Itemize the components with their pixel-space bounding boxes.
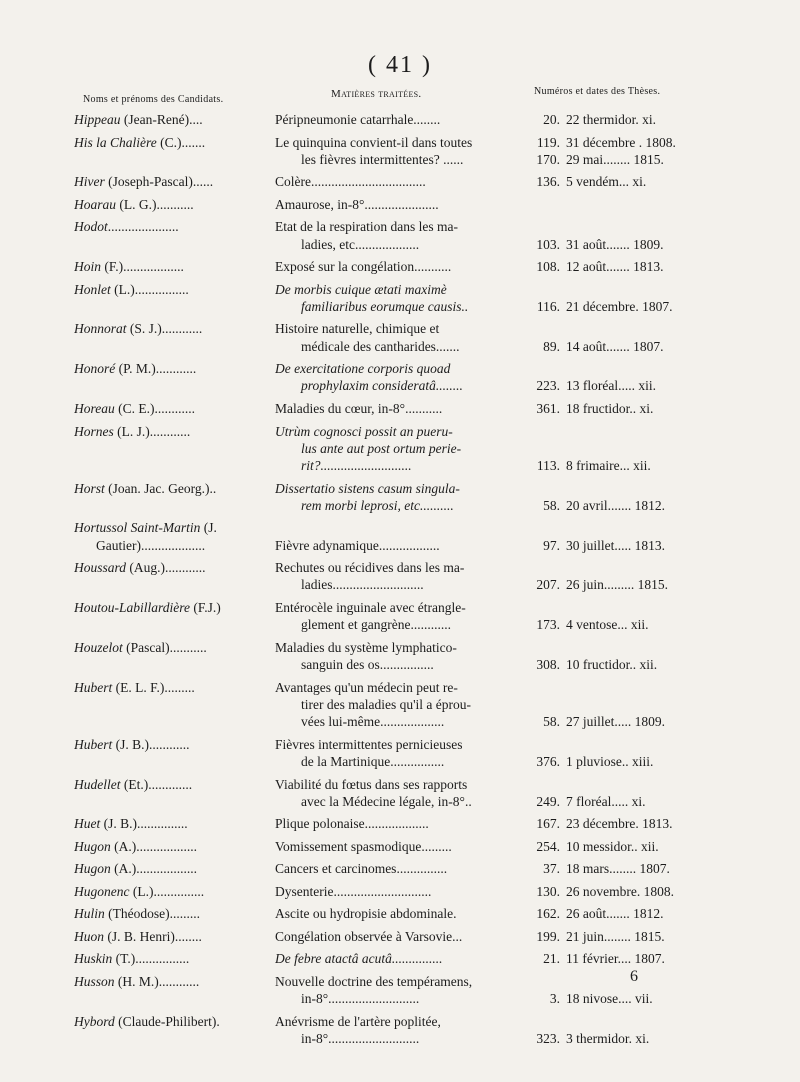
thesis-date: 22 thermidor. xi. [566, 112, 656, 127]
subject-line: rem morbi leprosi, etc.......... [301, 497, 454, 513]
subject-line: Cancers et carcinomes............... [275, 861, 448, 877]
entry-row [0, 360, 800, 395]
candidate-given-name: (S. J.)............ [126, 321, 203, 337]
candidate-surname: Horst [74, 480, 105, 496]
thesis-subject [275, 111, 523, 128]
subject-line: Péripneumonie catarrhale........ [275, 112, 441, 127]
subject-line: De febre atactâ acutâ............... [275, 951, 443, 967]
subject-line: in-8°........................... [301, 1030, 420, 1046]
thesis-number: 116. [536, 298, 560, 314]
thesis-subject [275, 736, 523, 771]
candidate-surname: Hubert [74, 679, 113, 695]
candidate-surname: Honlet [74, 281, 111, 297]
thesis-date: 30 juillet..... 1813. [566, 537, 665, 553]
candidate-surname: Hubert [74, 736, 113, 752]
thesis-subject [275, 134, 523, 169]
thesis-subject [275, 639, 523, 674]
candidate-name [74, 480, 270, 497]
subject-line: Le quinquina convient-il dans toutes [275, 134, 473, 150]
subject-line: Utrùm cognosci possit an pueru- [275, 423, 453, 439]
subject-line: Etat de la respiration dans les ma- [275, 219, 458, 235]
thesis-date: 18 fructidor.. xi. [566, 401, 654, 416]
subject-line: Maladies du système lymphatico- [275, 639, 457, 655]
subject-line: Avantages qu'un médecin peut re- [275, 679, 458, 695]
thesis-number: 58. [543, 714, 560, 730]
entry-row [0, 860, 800, 877]
candidate-surname: Huet [74, 816, 101, 832]
thesis-number: 249. [536, 793, 560, 809]
subject-line: Fièvre adynamique.................. [275, 537, 440, 553]
thesis-date: 3 thermidor. xi. [566, 1030, 650, 1046]
candidate-surname: Hugon [74, 861, 111, 877]
candidate-surname: Huskin [74, 951, 113, 967]
candidate-surname: Hornes [74, 423, 114, 439]
candidate-name [74, 776, 270, 793]
thesis-number: 254. [536, 838, 560, 854]
thesis-date: 1 pluviose.. xiii. [566, 753, 654, 769]
entry-row [0, 111, 800, 128]
entry-row [0, 776, 800, 811]
thesis-number: 3. [549, 991, 560, 1007]
thesis-number: 223. [536, 378, 560, 394]
candidate-name [74, 639, 270, 656]
thesis-subject [275, 559, 523, 594]
thesis-number: 173. [536, 617, 560, 633]
thesis-subject [275, 928, 523, 945]
candidate-given-name: (Joseph-Pascal)...... [104, 174, 214, 190]
candidate-name [74, 883, 270, 900]
candidate-name [74, 519, 270, 554]
thesis-number: 37. [543, 861, 560, 877]
candidate-given-name: (J. B.)............ [112, 736, 190, 752]
thesis-date: 26 août....... 1812. [566, 906, 664, 922]
thesis-subject [275, 258, 523, 275]
subject-line: Dysenterie............................. [275, 883, 432, 899]
candidate-name [74, 134, 270, 151]
thesis-subject [275, 281, 523, 316]
thesis-date: 26 novembre. 1808. [566, 883, 674, 899]
thesis-subject [275, 679, 523, 731]
candidate-name [74, 360, 270, 377]
subject-line: Anévrisme de l'artère poplitée, [275, 1013, 441, 1029]
candidate-name [74, 218, 270, 235]
candidate-name [74, 1013, 270, 1030]
candidate-given-name: ..................... [107, 219, 179, 235]
thesis-subject [275, 860, 523, 877]
thesis-date: 12 août....... 1813. [566, 259, 664, 275]
thesis-number: 136. [536, 174, 560, 190]
thesis-date: 31 décembre . 1808. 29 mai........ 1815. [566, 134, 676, 167]
subject-line: ladies, etc................... [301, 236, 420, 252]
candidate-surname: Honoré [74, 361, 116, 377]
candidate-given-name: (J. B.)............... [100, 816, 188, 832]
candidate-given-name: (L.)................ [110, 281, 189, 297]
subject-line: sanguin des os................ [301, 657, 434, 673]
candidate-surname: Hippeau [74, 112, 121, 127]
candidate-surname: His la Chalière [74, 134, 157, 150]
candidate-surname: Hulin [74, 906, 105, 922]
candidate-given-name: (E. L. F.)......... [112, 679, 195, 695]
candidate-surname: Hoarau [74, 196, 117, 212]
thesis-date: 4 ventose... xii. [566, 617, 649, 633]
candidate-given-name: (H. M.)............ [114, 973, 200, 989]
candidate-given-name: (J. B. Henri)........ [104, 928, 202, 944]
subject-line: de la Martinique................ [301, 753, 445, 769]
entry-row [0, 736, 800, 771]
candidate-surname: Huon [74, 928, 104, 944]
candidate-surname: Hodot [74, 219, 108, 235]
entry-row [0, 928, 800, 945]
candidate-given-name: (Et.)............. [120, 776, 193, 792]
thesis-date: 7 floréal..... xi. [566, 793, 646, 809]
candidate-surname: Hugon [74, 838, 111, 854]
subject-line: tirer des maladies qu'il a éprou- [301, 696, 471, 712]
candidate-surname: Houtou-Labillardière [74, 600, 190, 615]
candidate-surname: Husson [74, 973, 115, 989]
subject-line: glement et gangrène............ [301, 617, 451, 633]
subject-line: ladies........................... [301, 577, 424, 593]
subject-line: rit?........................... [301, 458, 412, 474]
candidate-given-name: (P. M.)............ [115, 361, 197, 377]
thesis-subject [275, 480, 523, 515]
subject-line: in-8°........................... [301, 991, 420, 1007]
subject-line: avec la Médecine légale, in-8°.. [301, 793, 472, 809]
thesis-subject [275, 973, 523, 1008]
subject-line: prophylaxim consideratâ........ [301, 378, 463, 394]
entry-row [0, 950, 800, 967]
subject-line: Dissertatio sistens casum singula- [275, 480, 460, 496]
entry-row [0, 905, 800, 922]
candidate-name [74, 423, 270, 440]
candidate-given-name: (J. [200, 520, 217, 536]
candidate-name [74, 258, 270, 275]
entry-row [0, 134, 800, 169]
thesis-number: 108. [536, 259, 560, 275]
thesis-subject [275, 400, 523, 417]
candidate-name [74, 320, 270, 337]
thesis-date: 8 frimaire... xii. [566, 458, 651, 474]
thesis-number: 103. [536, 236, 560, 252]
candidate-surname: Hoin [74, 259, 101, 275]
subject-line: Congélation observée à Varsovie... [275, 928, 463, 944]
candidate-name [74, 736, 270, 753]
entry-row [0, 973, 800, 1008]
thesis-number: 21. [543, 951, 560, 967]
subject-line: Ascite ou hydropisie abdominale. [275, 906, 457, 922]
subject-line: Exposé sur la congélation........... [275, 259, 452, 275]
entry-row [0, 599, 800, 634]
subject-line: Plique polonaise................... [275, 816, 429, 832]
candidate-surname: Horeau [74, 401, 115, 416]
candidate-name [74, 400, 270, 417]
thesis-number: 97. [543, 537, 560, 553]
thesis-subject [275, 838, 523, 855]
signature-mark: 6 [630, 968, 638, 985]
page-number: ( 41 ) [368, 52, 432, 78]
thesis-subject [275, 173, 523, 190]
thesis-number: 207. [536, 577, 560, 593]
thesis-subject [275, 599, 523, 634]
entry-row [0, 679, 800, 731]
candidate-name [74, 838, 270, 855]
thesis-subject [275, 519, 523, 554]
thesis-subject [275, 905, 523, 922]
thesis-date: 26 juin......... 1815. [566, 577, 669, 593]
thesis-subject [275, 776, 523, 811]
candidate-surname: Hybord [74, 1013, 115, 1029]
candidate-name-continued: Gautier)................... [96, 537, 206, 553]
candidate-given-name: (T.)................ [112, 951, 190, 967]
candidate-given-name: (A.).................. [110, 861, 197, 877]
thesis-date: 21 décembre. 1807. [566, 298, 673, 314]
thesis-date: 5 vendém... xi. [566, 174, 647, 190]
thesis-date: 10 messidor.. xii. [566, 838, 659, 854]
column-header-subject: Matières traitées. [331, 88, 422, 100]
candidate-given-name: (L. G.)........... [116, 196, 194, 212]
candidate-surname: Houssard [74, 560, 127, 576]
candidate-name [74, 815, 270, 832]
candidate-surname: Honnorat [74, 321, 127, 337]
subject-line: Nouvelle doctrine des tempéramens, [275, 973, 473, 989]
candidate-surname: Houzelot [74, 639, 123, 655]
subject-line: De exercitatione corporis quoad [275, 361, 451, 377]
candidate-given-name: (L.)............... [129, 883, 205, 899]
candidate-given-name: (A.).................. [110, 838, 197, 854]
candidate-name [74, 950, 270, 967]
candidate-name [74, 905, 270, 922]
column-header-name: Noms et prénoms des Candidats. [83, 94, 224, 105]
thesis-subject [275, 1013, 523, 1048]
entry-row [0, 258, 800, 275]
thesis-subject [275, 950, 523, 967]
candidate-given-name: (F.J.) [190, 600, 221, 615]
subject-line: Amaurose, in-8°...................... [275, 196, 439, 212]
candidate-name [74, 111, 270, 128]
candidate-name [74, 928, 270, 945]
subject-line: Histoire naturelle, chimique et [275, 321, 440, 337]
entry-row [0, 173, 800, 190]
thesis-date: 14 août....... 1807. [566, 338, 664, 354]
subject-line: Rechutes ou récidives dans les ma- [275, 560, 465, 576]
candidate-name [74, 599, 270, 616]
subject-line: Maladies du cœur, in-8°........... [275, 401, 443, 416]
entry-row [0, 519, 800, 554]
candidate-name [74, 281, 270, 298]
candidate-name [74, 196, 270, 213]
subject-line: lus ante aut post ortum perie- [301, 440, 462, 456]
entry-row [0, 281, 800, 316]
thesis-date: 31 août....... 1809. [566, 236, 664, 252]
candidate-given-name: (F.).................. [101, 259, 184, 275]
thesis-number: 167. [536, 816, 560, 832]
thesis-number: 199. [536, 928, 560, 944]
thesis-date: 10 fructidor.. xii. [566, 657, 658, 673]
subject-line: Entérocèle inguinale avec étrangle- [275, 600, 466, 615]
candidate-name [74, 973, 270, 990]
candidate-surname: Hudellet [74, 776, 121, 792]
candidate-given-name: (L. J.)............ [113, 423, 191, 439]
subject-line: Vomissement spasmodique......... [275, 838, 452, 854]
thesis-date: 27 juillet..... 1809. [566, 714, 665, 730]
entry-row [0, 815, 800, 832]
candidate-given-name: (Claude-Philibert). [114, 1013, 220, 1029]
candidate-given-name: (Théodose)......... [104, 906, 200, 922]
entry-row [0, 883, 800, 900]
thesis-subject [275, 883, 523, 900]
subject-line: Viabilité du fœtus dans ses rapports [275, 776, 468, 792]
thesis-number: 89. [543, 338, 560, 354]
thesis-number: 119. 170. [536, 134, 560, 167]
candidate-surname: Hugonenc [74, 883, 130, 899]
candidate-surname: Hortussol Saint-Martin [74, 520, 201, 536]
thesis-number: 162. [536, 906, 560, 922]
thesis-number: 323. [536, 1030, 560, 1046]
subject-line [275, 519, 523, 536]
entry-row [0, 423, 800, 475]
subject-line: les fièvres intermittentes? ...... [301, 151, 464, 167]
thesis-number: 308. [536, 657, 560, 673]
candidate-name [74, 173, 270, 190]
subject-line: vées lui-même................... [301, 714, 445, 730]
entry-row [0, 559, 800, 594]
entry-row [0, 838, 800, 855]
entry-row [0, 1013, 800, 1048]
thesis-subject [275, 320, 523, 355]
candidate-given-name: (Aug.)............ [126, 560, 206, 576]
thesis-date: 18 mars........ 1807. [566, 861, 670, 877]
thesis-number: 20. [543, 112, 560, 127]
candidate-given-name: (C. E.)............ [114, 401, 195, 416]
entry-row [0, 196, 800, 213]
candidate-name [74, 860, 270, 877]
entry-row [0, 400, 800, 417]
thesis-date: 21 juin........ 1815. [566, 928, 665, 944]
thesis-number: 113. [536, 458, 560, 474]
entry-row [0, 480, 800, 515]
subject-line: Fièvres intermittentes pernicieuses [275, 736, 463, 752]
subject-line: De morbis cuique ætati maximè [275, 281, 447, 297]
thesis-subject [275, 218, 523, 253]
thesis-date: 18 nivose.... vii. [566, 991, 653, 1007]
subject-line: médicale des cantharides....... [301, 338, 460, 354]
thesis-number: 130. [536, 883, 560, 899]
thesis-number: 361. [536, 401, 560, 416]
candidate-name [74, 679, 270, 696]
thesis-date: 11 février.... 1807. [566, 951, 665, 967]
thesis-number: 58. [543, 497, 560, 513]
thesis-subject [275, 423, 523, 475]
column-header-theses: Numéros et dates des Thèses. [534, 86, 661, 97]
thesis-subject [275, 360, 523, 395]
thesis-subject [275, 815, 523, 832]
candidate-given-name: (Joan. Jac. Georg.).. [104, 480, 217, 496]
thesis-date: 13 floréal..... xii. [566, 378, 656, 394]
entry-row [0, 639, 800, 674]
subject-line: Colère.................................. [275, 174, 426, 190]
entry-row [0, 218, 800, 253]
subject-line: familiaribus eorumque causis.. [301, 298, 469, 314]
thesis-date: 20 avril....... 1812. [566, 497, 665, 513]
entry-row [0, 320, 800, 355]
candidate-name [74, 559, 270, 576]
candidate-given-name: (Jean-René).... [120, 112, 203, 127]
thesis-number: 376. [536, 753, 560, 769]
candidate-given-name: (C.)....... [156, 134, 206, 150]
thesis-subject [275, 196, 523, 213]
candidate-surname: Hiver [74, 174, 105, 190]
candidate-given-name: (Pascal)........... [122, 639, 207, 655]
thesis-date: 23 décembre. 1813. [566, 816, 673, 832]
